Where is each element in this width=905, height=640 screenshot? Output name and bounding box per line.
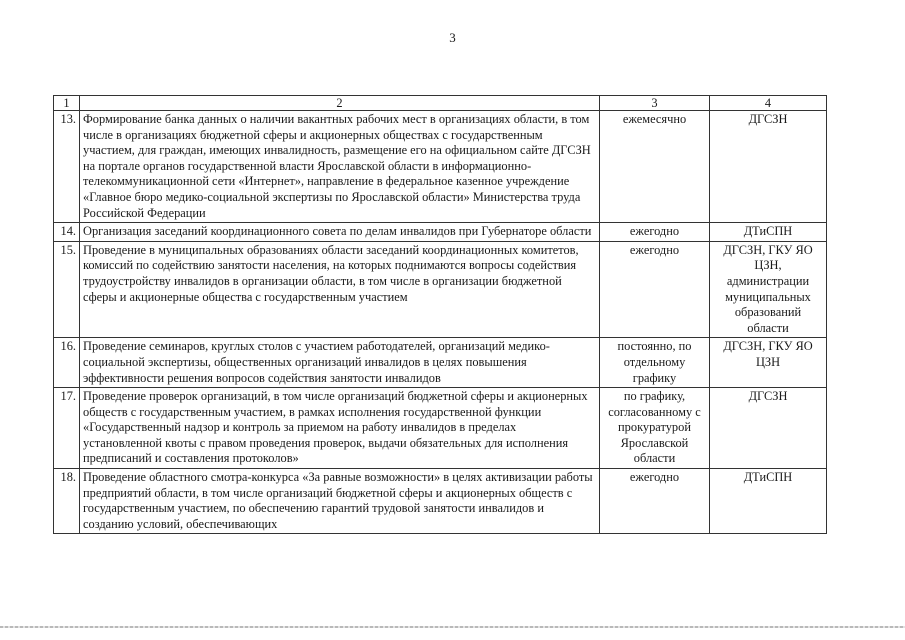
row-number: 18. <box>54 469 80 534</box>
column-header-executor: 4 <box>710 96 827 111</box>
measure-text: Проведение семинаров, круглых столов с участием работодателей, организаций медико-социальной экспертизы, общественных организаций инвалидов в целях повышения эффективности решения вопросов содействия занятости инвалидов <box>80 338 600 388</box>
executor-text: ДТиСПН <box>710 469 827 534</box>
period-text: постоянно, по отдельному графику <box>600 338 710 388</box>
executor-text: ДТиСПН <box>710 223 827 242</box>
measures-table <box>53 95 827 534</box>
measure-text: Проведение проверок организаций, в том числе организаций бюджетной сферы и акционерных обществ с государственным участием, в рамках исполнения государственной функции «Государственный надзор и контроль за приемом на работу инвалидов в пределах установленной квоты с правом проведения проверок, выдачи обязательных для исполнения предписаний и составления протоколов» <box>80 388 600 469</box>
executor-text: ДГСЗН, ГКУ ЯО ЦЗН, администрации муниципальных образований области <box>710 241 827 338</box>
scan-edge-divider <box>0 626 905 628</box>
row-number: 13. <box>54 111 80 223</box>
period-text: по графику, согласованному с прокуратурой Ярославской области <box>600 388 710 469</box>
row-number: 16. <box>54 338 80 388</box>
period-text: ежегодно <box>600 241 710 338</box>
header-row <box>54 96 827 111</box>
executor-text: ДГСЗН <box>710 111 827 223</box>
row-number: 14. <box>54 223 80 242</box>
table-row <box>54 223 827 242</box>
table-row <box>54 241 827 338</box>
measure-text: Проведение в муниципальных образованиях области заседаний координационных комитетов, комиссий по содействию занятости населения, на которых поднимаются вопросы содействия трудоустройству инвалидов в организации области, в том числе в организации бюджетной сферы и акционерные общества с государственным участием <box>80 241 600 338</box>
column-header-number: 1 <box>54 96 80 111</box>
measure-text: Организация заседаний координационного совета по делам инвалидов при Губернаторе области <box>80 223 600 242</box>
executor-text: ДГСЗН, ГКУ ЯО ЦЗН <box>710 338 827 388</box>
table-row <box>54 338 827 388</box>
table-row <box>54 469 827 534</box>
executor-text: ДГСЗН <box>710 388 827 469</box>
page-number: 3 <box>449 30 456 45</box>
column-header-measure: 2 <box>80 96 600 111</box>
table-header <box>54 96 827 111</box>
row-number: 17. <box>54 388 80 469</box>
period-text: ежегодно <box>600 469 710 534</box>
table-row <box>54 388 827 469</box>
period-text: ежегодно <box>600 223 710 242</box>
row-number: 15. <box>54 241 80 338</box>
measure-text: Проведение областного смотра-конкурса «За равные возможности» в целях активизации работы предприятий области, в том числе организаций бюджетной сферы и акционерных обществ с государственным участием, по обеспечению гарантий трудовой занятости инвалидов и созданию условий, обеспечивающих <box>80 469 600 534</box>
table-row <box>54 111 827 223</box>
column-header-period: 3 <box>600 96 710 111</box>
measure-text: Формирование банка данных о наличии вакантных рабочих мест в организациях области, в том числе в организациях бюджетной сферы и акционерных обществах с государственным участием, для граждан, имеющих инвалидность, размещение его на официальном сайте ДГСЗН на портале органов государственной власти Ярославской области в информационно-телекоммуникационной сети «Интернет», направление в федеральное казенное учреждение «Главное бюро медико-социальной экспертизы по Ярославской области» Министерства труда Российской Федерации <box>80 111 600 223</box>
period-text: ежемесячно <box>600 111 710 223</box>
table-body <box>54 111 827 534</box>
